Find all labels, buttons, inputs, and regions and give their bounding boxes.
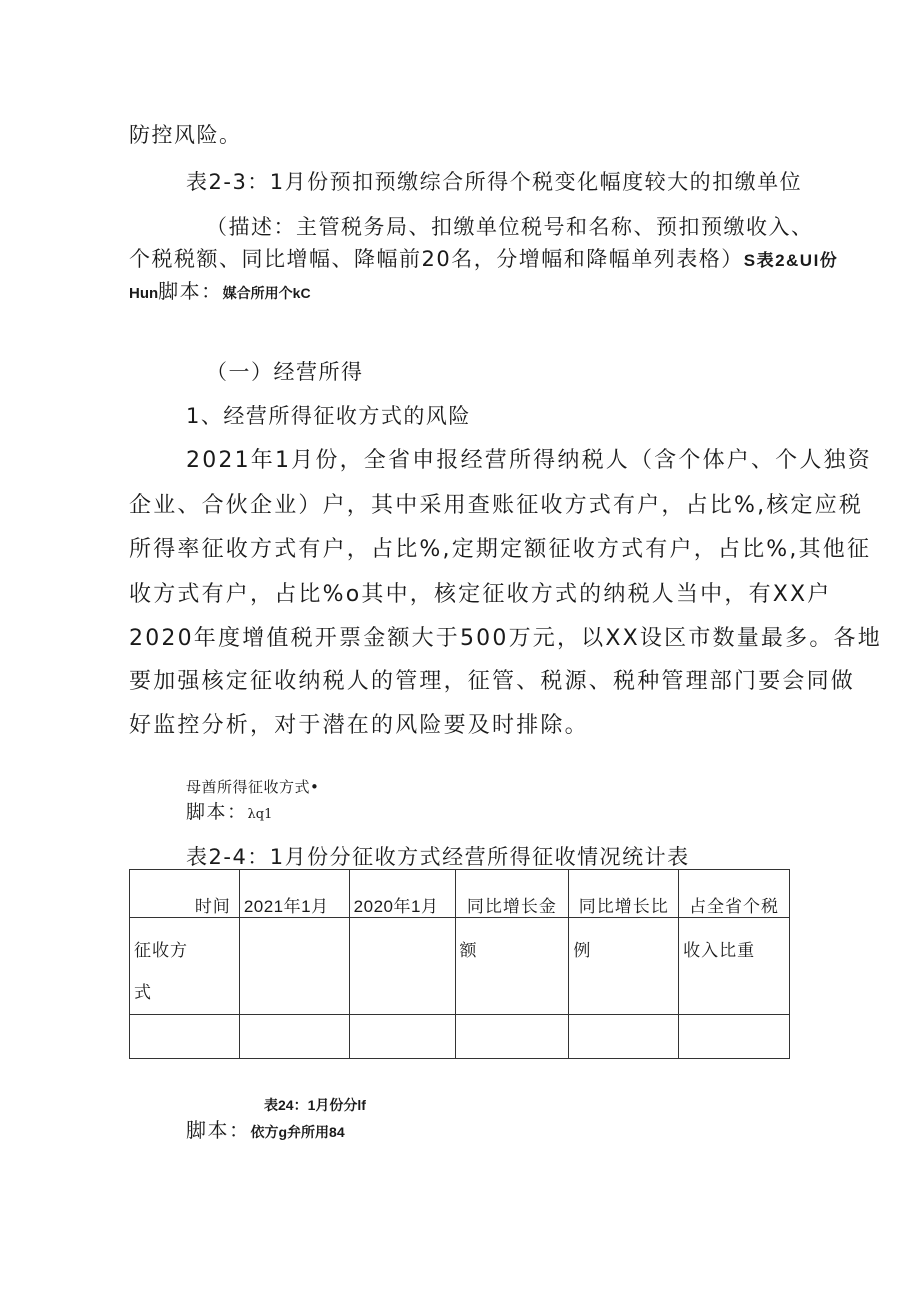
paragraph-line-6: 要加强核定征收纳税人的管理，征管、税源、税种管理部门要会同做	[129, 669, 856, 694]
header-col1-cell	[239, 870, 349, 918]
header-col2-cell	[349, 870, 455, 918]
row-col2-cell	[349, 918, 455, 1015]
header-col2: 2020年1月	[353, 897, 439, 916]
header-time: 时间	[194, 897, 231, 917]
header-col4-cell	[569, 870, 679, 918]
row-col1-cell	[239, 918, 349, 1015]
header-col4: 同比增长比	[578, 897, 669, 917]
paragraph-line-2: 企业、合伙企业）户，其中采用查账征收方式有户，占比%,核定应税	[129, 493, 864, 518]
row-col4: 例	[573, 941, 592, 961]
header-col3-cell	[455, 870, 569, 918]
row-col5: 收入比重	[683, 941, 756, 961]
empty-cell	[130, 1015, 240, 1059]
empty-cell	[679, 1015, 790, 1059]
desc-tail: S表2&UI份	[743, 251, 839, 270]
header-col1: 2021年1月	[243, 897, 329, 916]
header-col5: 占全省个税	[689, 897, 780, 917]
table-row	[130, 1015, 790, 1059]
table-2-3-desc-line1: （描述：主管税务局、扣缴单位税号和名称、预扣预缴收入、	[206, 215, 814, 239]
footer-script	[186, 1114, 345, 1143]
top-line: 防控风险。	[129, 123, 242, 147]
row-label-line2: 式	[134, 983, 152, 1003]
table-2-3-title: 表2-3：1月份预扣预缴综合所得个税变化幅度较大的扣缴单位	[186, 170, 803, 194]
table-2-3-desc-line2	[129, 243, 838, 273]
header-col5-cell	[679, 870, 790, 918]
table-header-row	[130, 870, 790, 918]
footer-caption: 表24：1月份分lf	[264, 1097, 366, 1113]
script-prefix: Hun	[129, 285, 159, 302]
chart-note-script-value: λq1	[247, 807, 273, 822]
table-2-4-title: 表2-4：1月份分征收方式经营所得征收情况统计表	[186, 845, 690, 869]
section-heading: （一）经营所得	[206, 360, 364, 384]
header-col3: 同比增长金	[466, 897, 557, 917]
chart-note-script-label: 脚本：	[186, 801, 248, 823]
header-time-cell	[130, 870, 240, 918]
table-2-4	[129, 869, 790, 1059]
chart-note-line1: 母酋所得征收方式•	[186, 778, 320, 796]
empty-cell	[239, 1015, 349, 1059]
script-value: 媒合所用个kC	[222, 285, 311, 301]
footer-script-label: 脚本：	[186, 1118, 251, 1142]
footer-script-value: 依方g弁所用84	[250, 1124, 345, 1140]
row-label-cell	[130, 918, 240, 1015]
table-2-3-script	[129, 275, 311, 304]
paragraph-line-5: 2020年度增值税开票金额大于500万元，以XX设区市数量最多。各地	[129, 626, 882, 651]
empty-cell	[349, 1015, 455, 1059]
empty-cell	[569, 1015, 679, 1059]
paragraph-line-7: 好监控分析，对于潜在的风险要及时排除。	[129, 713, 589, 738]
section-subheading: 1、经营所得征收方式的风险	[186, 404, 471, 428]
row-col5-cell	[679, 918, 790, 1015]
row-col3-cell	[455, 918, 569, 1015]
empty-cell	[455, 1015, 569, 1059]
table-row	[130, 918, 790, 1015]
row-label	[130, 918, 239, 1014]
row-col3: 额	[459, 941, 478, 961]
paragraph-line-1: 2021年1月份，全省申报经营所得纳税人（含个体户、个人独资	[186, 448, 872, 473]
script-label: 脚本：	[158, 279, 223, 303]
paragraph-line-4: 收方式有户，占比%o其中，核定征收方式的纳税人当中，有XX户	[129, 582, 832, 607]
chart-note-script	[186, 797, 272, 824]
row-col4-cell	[569, 918, 679, 1015]
desc-line2-text: 个税税额、同比增幅、降幅前20名，分增幅和降幅单列表格）	[129, 247, 744, 271]
row-label-line1: 征收方	[134, 941, 188, 961]
paragraph-line-3: 所得率征收方式有户，占比%,定期定额征收方式有户，占比%,其他征	[129, 537, 872, 562]
